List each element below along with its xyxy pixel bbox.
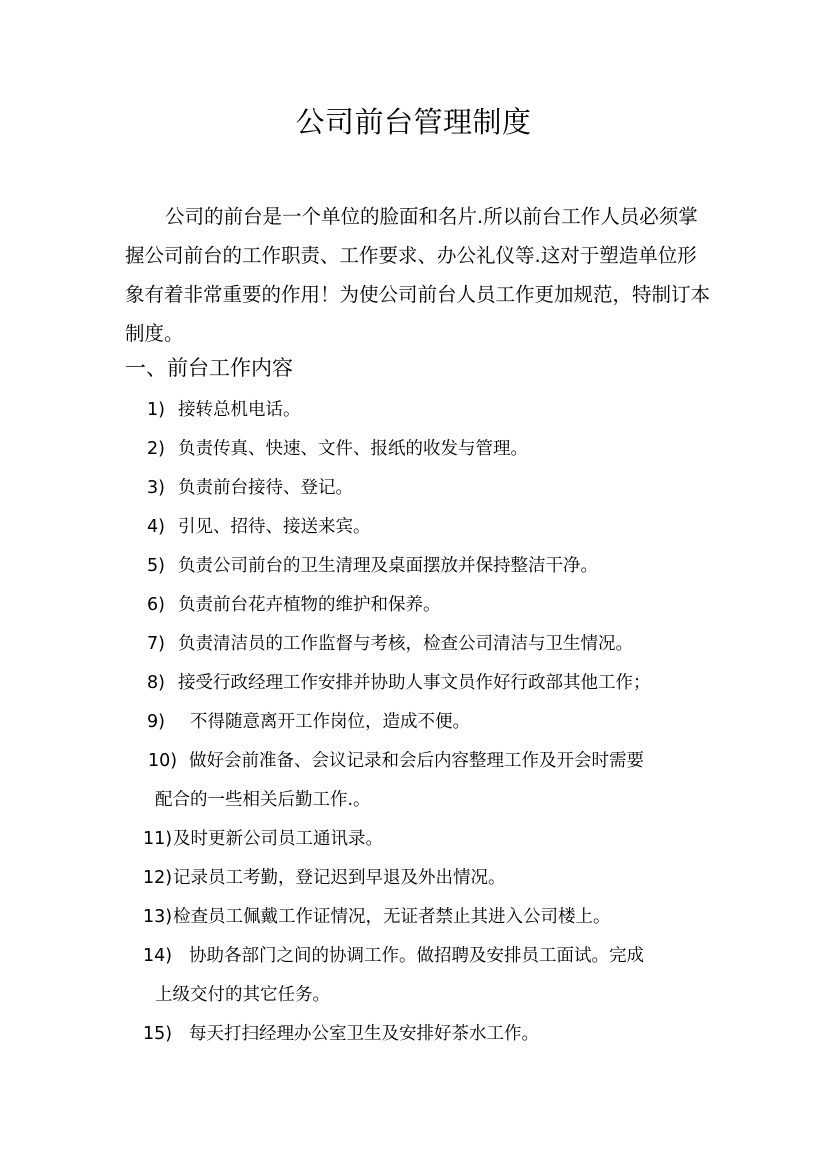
section-heading: 一、前台工作内容: [125, 356, 293, 380]
item-number: 2): [147, 439, 165, 459]
list-item: [0, 547, 827, 586]
item-number: 1): [147, 400, 165, 420]
item-text-continued: 配合的一些相关后勤工作.。: [155, 790, 371, 810]
item-number: 13): [143, 907, 173, 927]
list-item: [0, 742, 827, 820]
list-item: [0, 820, 827, 859]
list-item: [0, 664, 827, 703]
document-title: 公司前台管理制度: [295, 105, 532, 139]
item-number: 11): [143, 829, 173, 849]
intro-line: 公司的前台是一个单位的脸面和名片.所以前台工作人员必须掌: [165, 205, 698, 228]
item-text: 负责公司前台的卫生清理及桌面摆放并保持整洁干净。: [178, 556, 598, 576]
item-number: 14): [143, 946, 173, 966]
item-text-continued: 上级交付的其它任务。: [155, 985, 330, 1005]
item-text: 检查员工佩戴工作证情况，无证者禁止其进入公司楼上。: [173, 907, 611, 927]
item-number: 4): [147, 517, 165, 537]
intro-line: 制度。: [125, 322, 184, 345]
item-text: 每天打扫经理办公室卫生及安排好茶水工作。: [189, 1024, 539, 1044]
item-number: 8): [147, 673, 165, 693]
item-text: 接受行政经理工作安排并协助人事文员作好行政部其他工作；: [178, 673, 651, 693]
item-number: 10): [148, 751, 178, 771]
list-item: [0, 586, 827, 625]
item-number: 3): [147, 478, 165, 498]
list-item: [0, 625, 827, 664]
item-text: 做好会前准备、会议记录和会后内容整理工作及开会时需要: [189, 751, 644, 771]
list-item: [0, 430, 827, 469]
intro-paragraph: [125, 197, 715, 353]
list-item: [0, 937, 827, 1015]
list-item: [0, 859, 827, 898]
intro-line: 象有着非常重要的作用！为使公司前台人员工作更加规范，特制订本: [125, 283, 711, 306]
item-text: 负责前台接待、登记。: [178, 478, 353, 498]
item-text: 不得随意离开工作岗位，造成不便。: [190, 712, 470, 732]
item-text: 记录员工考勤，登记迟到早退及外出情况。: [173, 868, 506, 888]
item-number: 9): [147, 712, 165, 732]
item-text: 负责前台花卉植物的维护和保养。: [178, 595, 441, 615]
item-text: 引见、招待、接送来宾。: [178, 517, 371, 537]
item-number: 7): [147, 634, 165, 654]
list-item: [0, 508, 827, 547]
list-item: [0, 1015, 827, 1054]
item-text: 负责传真、快速、文件、报纸的收发与管理。: [178, 439, 528, 459]
item-number: 15): [143, 1024, 173, 1044]
duty-list: [0, 391, 827, 1054]
item-text: 负责清洁员的工作监督与考核，检查公司清洁与卫生情况。: [178, 634, 633, 654]
list-item: [0, 391, 827, 430]
item-number: 5): [147, 556, 165, 576]
item-number: 6): [147, 595, 165, 615]
item-text: 接转总机电话。: [178, 400, 301, 420]
list-item: [0, 469, 827, 508]
item-text: 及时更新公司员工通讯录。: [173, 829, 383, 849]
list-item: [0, 898, 827, 937]
intro-line: 握公司前台的工作职责、工作要求、办公礼仪等.这对于塑造单位形: [125, 244, 697, 267]
item-text: 协助各部门之间的协调工作。做招聘及安排员工面试。完成: [189, 946, 644, 966]
item-number: 12): [143, 868, 173, 888]
list-item: [0, 703, 827, 742]
